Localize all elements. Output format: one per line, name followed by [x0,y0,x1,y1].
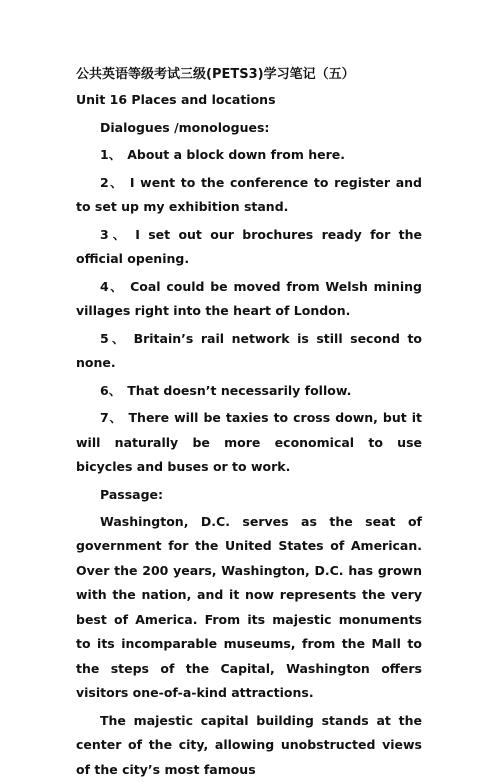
dialogue-number: 2、 [100,175,124,190]
dialogue-number: 1、 [100,147,121,162]
document-title: 公共英语等级考试三级(PETS3)学习笔记（五） [76,64,422,86]
dialogue-text: About a block down from here. [127,147,345,162]
dialogue-line [76,143,422,168]
dialogue-number: 5、 [100,331,128,346]
dialogue-line [76,406,422,480]
dialogue-text: I went to the conference to register and to set up my exhibition stand. [76,175,422,215]
dialogue-line [76,223,422,272]
unit-title: Unit 16 Places and locations [76,89,422,111]
passage-paragraph: Washington, D.C. serves as the seat of government for the United States of American. Over the 200 years, Washington, D.C. has grown with the nation, and it now represents the very best of America. From its majestic monuments to its incomparable museums, from the Mall to the steps of the Capital, Washington offers visitors one-of-a-kind attractions. [76,510,422,706]
dialogue-line [76,327,422,376]
dialogue-text: Coal could be moved from Welsh mining villages right into the heart of London. [76,279,422,319]
dialogue-number: 4、 [100,279,124,294]
dialogue-number: 3、 [100,227,129,242]
dialogue-line [76,171,422,220]
dialogues-heading: Dialogues /monologues: [76,116,422,140]
dialogue-line [76,275,422,324]
passage-heading: Passage: [76,483,422,507]
dialogue-text: There will be taxies to cross down, but it will naturally be more economical to use bicycles and buses or to work. [76,410,422,474]
dialogue-line [76,379,422,404]
dialogue-text: I set out our brochures ready for the official opening. [76,227,422,267]
passage-paragraph: The majestic capital building stands at the center of the city, allowing unobstructed views of the city’s most famous [76,709,422,782]
dialogue-number: 7、 [100,410,123,425]
dialogue-text: That doesn’t necessarily follow. [127,383,351,398]
dialogue-text: Britain’s rail network is still second to none. [76,331,422,371]
dialogue-number: 6、 [100,383,121,398]
